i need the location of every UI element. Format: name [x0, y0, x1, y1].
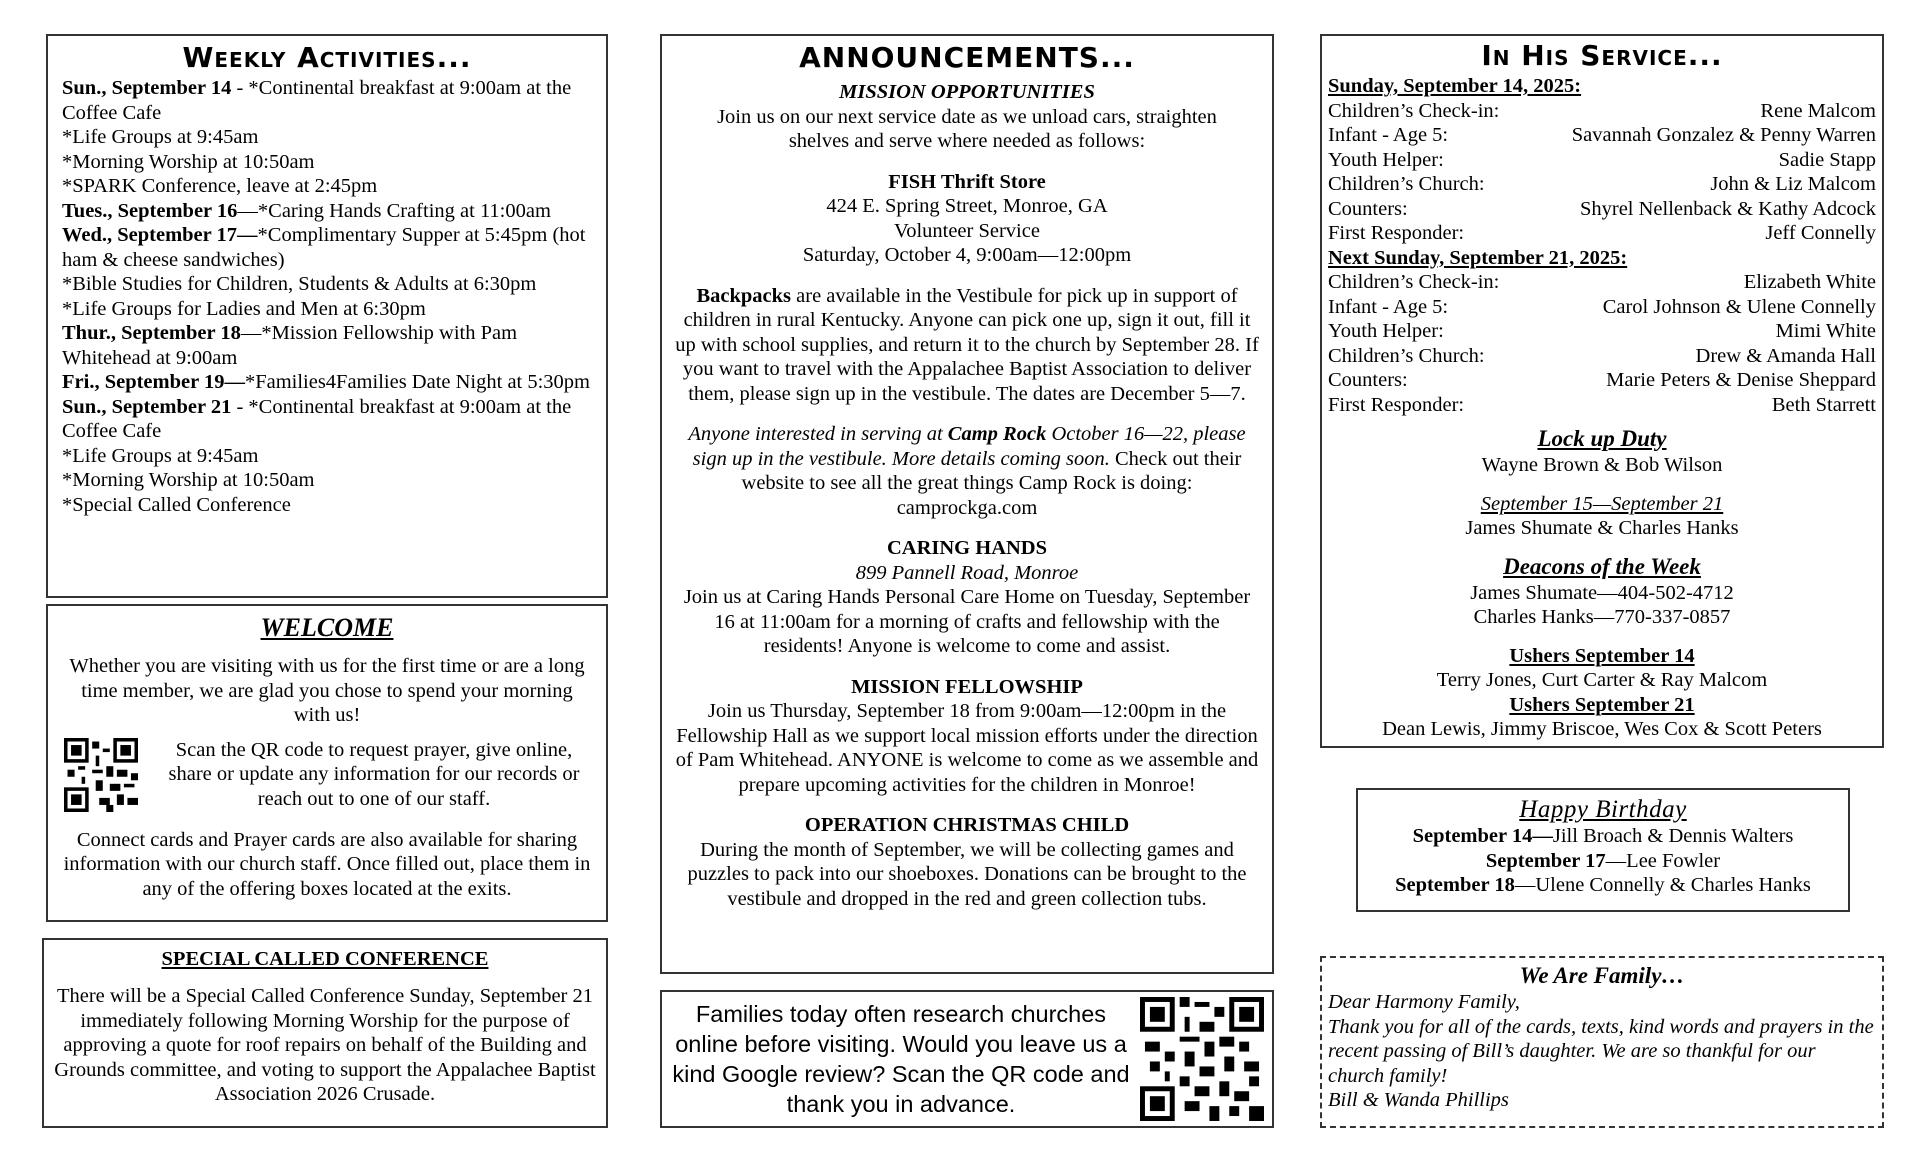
activity-text: —*Mission Fellowship with Pam Whitehead at 9:00am [62, 322, 518, 369]
activity-text: *Life Groups at 9:45am [62, 126, 259, 148]
backpacks-bold: Backpacks [696, 284, 792, 307]
camp-rock-bold: Camp Rock [947, 423, 1047, 445]
camp-rock-italic-1: Anyone interested in serving at [688, 423, 948, 445]
activity-text: *Bible Studies for Children, Students & Adults at 6:30pm [62, 273, 537, 295]
lockup-heading: Lock up Duty [1537, 426, 1667, 451]
roster-row [1328, 295, 1876, 320]
roster-names: Marie Peters & Denise Sheppard [1606, 369, 1876, 391]
welcome-box [46, 604, 608, 922]
roster-role: First Responder: [1328, 222, 1465, 244]
weekly-activities-box [46, 34, 608, 598]
fish-store-address: 424 E. Spring Street, Monroe, GA [826, 195, 1108, 217]
activity-line [62, 493, 592, 518]
fish-store-name: FISH Thrift Store [888, 170, 1046, 193]
activity-text: *Families4Families Date Night at 5:30pm [244, 371, 590, 393]
activity-line [62, 76, 592, 125]
sunday-1-heading: Sunday, September 14, 2025: [1328, 75, 1582, 97]
mission-intro: Join us on our next service date as we unload cars, straighten shelves and serve where needed as follows: [717, 105, 1217, 152]
roster-row [1328, 368, 1876, 393]
activity-line [62, 150, 592, 175]
activity-text: - *Continental breakfast at 9:00am at the Coffee Cafe [62, 77, 572, 124]
ushers-1-heading: Ushers September 14 [1509, 644, 1695, 667]
activity-line [62, 125, 592, 150]
roster-role: Youth Helper: [1328, 148, 1444, 171]
special-conference-box [42, 938, 608, 1128]
ushers-1-names: Terry Jones, Curt Carter & Ray Malcom [1436, 669, 1768, 691]
birthday-box [1356, 788, 1850, 912]
deacon-1: James Shumate—404-502-4712 [1470, 581, 1734, 604]
caring-hands-address: 899 Pannell Road, Monroe [855, 561, 1079, 584]
google-review-box [660, 990, 1274, 1128]
roster-row [1328, 221, 1876, 246]
birthday-row [1366, 824, 1840, 849]
weekly-activities-title: Weekly Activities... [182, 41, 472, 74]
we-are-family-signature: Bill & Wanda Phillips [1328, 1089, 1509, 1111]
announcements-title: ANNOUNCEMENTS... [799, 41, 1135, 74]
birthday-row [1366, 873, 1840, 898]
announcements-box [660, 34, 1274, 974]
we-are-family-box [1320, 956, 1884, 1128]
we-are-family-title: We Are Family… [1519, 963, 1685, 988]
roster-names: Sadie Stapp [1778, 148, 1876, 171]
activity-line [62, 223, 592, 272]
qr-request-section [58, 738, 596, 812]
birthday-names: —Lee Fowler [1605, 849, 1721, 872]
we-are-family-greeting: Dear Harmony Family, [1328, 991, 1520, 1013]
fish-store-service: Volunteer Service [894, 219, 1040, 242]
roster-names: Savannah Gonzalez & Penny Warren [1571, 124, 1876, 146]
roster-role: Counters: [1328, 369, 1408, 391]
roster-role: Children’s Church: [1328, 344, 1485, 367]
backpacks-text: are available in the Vestibule for pick up in support of children in rural Kentucky. Anyone can pick one up, sign it out, fill it up with school supplies, and return it to the church by September 28. If you want to travel with the Appalachee Baptist Association to deliver them, please sign up in the vestibule. The dates are December 5—7. [675, 284, 1259, 405]
roster-row [1328, 172, 1876, 197]
roster-names: Rene Malcom [1760, 99, 1876, 122]
weekly-activities-list [62, 76, 592, 517]
in-his-service-box [1320, 34, 1884, 748]
occ-text: During the month of September, we will be collecting games and puzzles to pack into our shoeboxes. Donations can be brought to the vestibule and dropped in the red and green collection tubs. [687, 838, 1247, 910]
birthday-names: —Ulene Connelly & Charles Hanks [1514, 874, 1811, 896]
lockup-names-1: Wayne Brown & Bob Wilson [1481, 454, 1723, 476]
camp-rock-italic-2: October 16—22, please sign up in the vestibule. More details coming soon. [692, 423, 1246, 470]
activity-date: Thur., September 18 [62, 322, 241, 344]
roster-names: Carol Johnson & Ulene Connelly [1602, 295, 1876, 318]
roster-role: First Responder: [1328, 393, 1465, 416]
activity-text: *Morning Worship at 10:50am [62, 150, 315, 173]
activity-date: Sun., September 14 [62, 77, 232, 99]
activity-text: *Life Groups at 9:45am [62, 444, 259, 467]
sunday-1-roster [1328, 99, 1876, 246]
ushers-2-names: Dean Lewis, Jimmy Briscoe, Wes Cox & Scott Peters [1382, 718, 1822, 740]
lockup-names-2: James Shumate & Charles Hanks [1465, 517, 1739, 539]
fish-store-date: Saturday, October 4, 9:00am—12:00pm [802, 244, 1132, 266]
special-conference-title: SPECIAL CALLED CONFERENCE [161, 948, 489, 970]
roster-names: Mimi White [1775, 320, 1876, 342]
occ-heading: OPERATION CHRISTMAS CHILD [804, 814, 1130, 836]
roster-row [1328, 270, 1876, 295]
activity-line [62, 297, 592, 322]
birthday-list [1366, 824, 1840, 898]
activity-line [62, 444, 592, 469]
activity-line [62, 174, 592, 199]
birthday-row [1366, 849, 1840, 874]
welcome-title: WELCOME [260, 613, 394, 642]
camp-rock-paragraph [672, 422, 1262, 520]
caring-hands-text: Join us at Caring Hands Personal Care Home on Tuesday, September 16 at 11:00am for a morning of crafts and fellowship with the residents! Anyone is welcome to come and assist. [683, 586, 1251, 657]
birthday-date: September 17 [1485, 849, 1606, 872]
activity-line [62, 272, 592, 297]
roster-names: Jeff Connelly [1765, 222, 1876, 244]
activity-text: - *Continental breakfast at 9:00am at the Coffee Cafe [62, 395, 572, 442]
birthday-title: Happy Birthday [1519, 796, 1687, 823]
roster-row [1328, 197, 1876, 222]
google-review-qr-icon[interactable] [1140, 997, 1264, 1121]
activity-line [62, 321, 592, 370]
birthday-date: September 14— [1412, 825, 1553, 847]
backpacks-paragraph [672, 284, 1262, 407]
activity-text: *Complimentary Supper at 5:45pm (hot ham & cheese sandwiches) [62, 224, 586, 271]
activity-line [62, 468, 592, 493]
in-his-service-title: In His Service... [1481, 39, 1723, 72]
roster-row [1328, 319, 1876, 344]
birthday-names: Jill Broach & Dennis Walters [1552, 825, 1794, 847]
caring-hands-heading: CARING HANDS [886, 537, 1048, 559]
connect-cards-paragraph: Connect cards and Prayer cards are also available for sharing information with our church staff. Once filled out, place them in any of the offering boxes located at the exits. [63, 828, 591, 900]
activity-line [62, 370, 592, 395]
camp-rock-text: Check out their website to see all the great things Camp Rock is doing: camprockga.com [741, 447, 1242, 519]
ushers-2-heading: Ushers September 21 [1509, 693, 1695, 716]
roster-role: Youth Helper: [1328, 320, 1444, 342]
qr-code-icon[interactable] [64, 738, 138, 812]
mission-fellowship-heading: MISSION FELLOWSHIP [851, 675, 1083, 698]
mission-opportunities-heading: MISSION OPPORTUNITIES [839, 81, 1095, 103]
roster-role: Infant - Age 5: [1328, 124, 1449, 146]
special-conference-text: There will be a Special Called Conference Sunday, September 21 immediately following Morning Worship for the purpose of approving a quote for roof repairs on behalf of the Building and Grounds committee, and voting to support the Appalachee Baptist Association 2026 Crusade. [54, 985, 596, 1105]
activity-date: Wed., September 17— [62, 224, 258, 246]
roster-role: Children’s Check-in: [1328, 99, 1500, 122]
activity-text: *SPARK Conference, leave at 2:45pm [62, 175, 378, 197]
roster-row [1328, 344, 1876, 369]
roster-row [1328, 148, 1876, 173]
mission-fellowship-text: Join us Thursday, September 18 from 9:00am—12:00pm in the Fellowship Hall as we support local mission efforts under the direction of Pam Whitehead. ANYONE is welcome to come as we assemble and prepare upcoming activities for the children in Monroe! [675, 700, 1259, 796]
activity-text: —*Caring Hands Crafting at 11:00am [237, 199, 551, 222]
activity-text: *Life Groups for Ladies and Men at 6:30pm [62, 297, 426, 320]
activity-text: *Special Called Conference [62, 493, 291, 516]
birthday-date: September 18 [1395, 874, 1515, 896]
roster-names: Elizabeth White [1743, 271, 1876, 293]
roster-names: John & Liz Malcom [1710, 173, 1876, 195]
deacon-2: Charles Hanks—770-337-0857 [1473, 606, 1731, 628]
activity-line [62, 199, 592, 224]
roster-names: Drew & Amanda Hall [1695, 344, 1876, 367]
activity-text: *Morning Worship at 10:50am [62, 469, 315, 491]
roster-role: Children’s Check-in: [1328, 271, 1500, 293]
lockup-dates: September 15—September 21 [1480, 492, 1724, 515]
sunday-2-roster [1328, 270, 1876, 417]
activity-date: Fri., September 19— [62, 371, 245, 393]
roster-role: Infant - Age 5: [1328, 295, 1449, 318]
roster-names: Beth Starrett [1771, 393, 1876, 416]
qr-request-text: Scan the QR code to request prayer, give online, share or update any information for our records or reach out to one of our staff. [168, 738, 580, 810]
activity-date: Tues., September 16 [62, 199, 238, 222]
activity-date: Sun., September 21 [62, 395, 232, 418]
roster-row [1328, 393, 1876, 418]
roster-names: Shyrel Nellenback & Kathy Adcock [1579, 197, 1876, 220]
activity-line [62, 395, 592, 444]
roster-row [1328, 123, 1876, 148]
we-are-family-body: Thank you for all of the cards, texts, kind words and prayers in the recent passing of Bill’s daughter. We are so thankful for our church family! [1328, 1015, 1874, 1087]
sunday-2-heading: Next Sunday, September 21, 2025: [1328, 246, 1628, 269]
google-review-text: Families today often research churches online before visiting. Would you leave us a kind Google review? Scan the QR code and thank you in advance. [672, 1001, 1130, 1117]
deacons-heading: Deacons of the Week [1503, 553, 1701, 579]
roster-role: Children’s Church: [1328, 173, 1485, 195]
roster-row [1328, 99, 1876, 124]
roster-role: Counters: [1328, 197, 1408, 220]
welcome-paragraph: Whether you are visiting with us for the first time or are a long time member, we are glad you chose to spend your morning with us! [69, 655, 585, 726]
